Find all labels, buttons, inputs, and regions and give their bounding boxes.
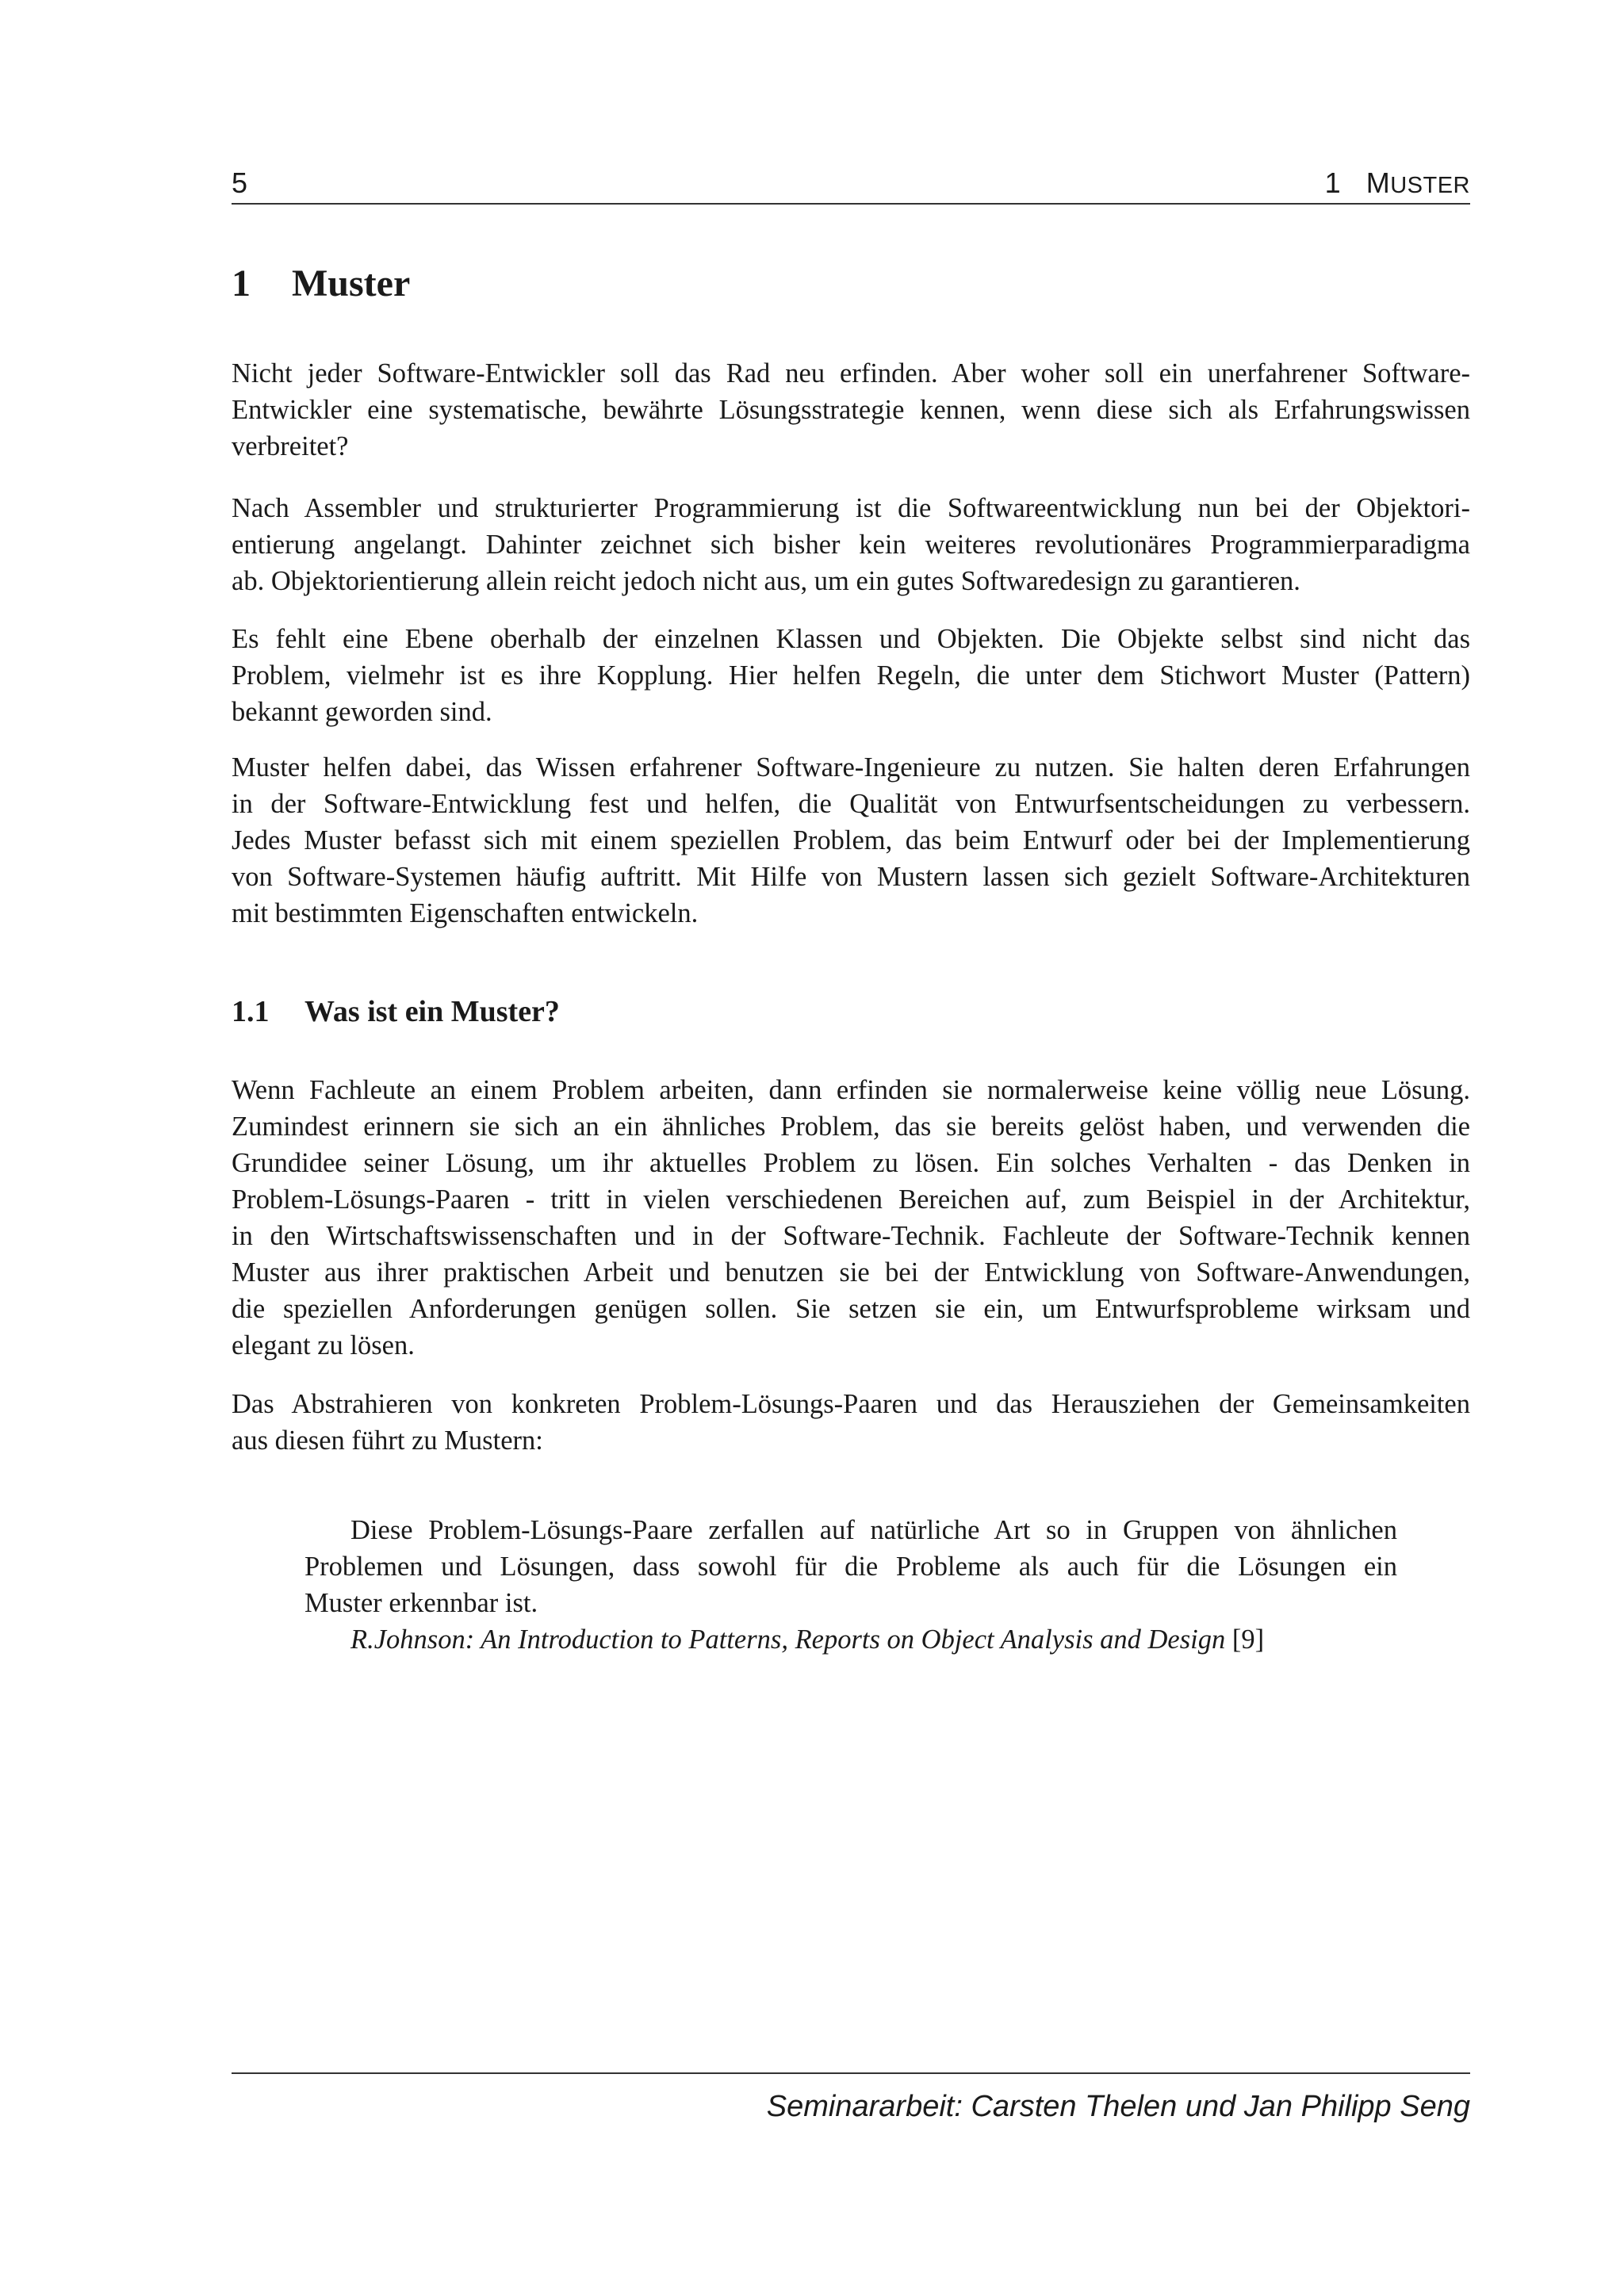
quote-line: Problemen und Lösungen, dass sowohl für die Probleme als auch für die Lösungen ein — [304, 1552, 1397, 1582]
paragraph — [232, 621, 1470, 730]
running-header — [232, 166, 1470, 205]
text-line: Jedes Muster befasst sich mit einem speziellen Problem, das beim Entwurf oder bei der Implementierung — [232, 825, 1470, 855]
text-line: elegant zu lösen. — [232, 1330, 415, 1360]
paragraph — [232, 1072, 1470, 1364]
text-line: Grundidee seiner Lösung, um ihr aktuelles Problem zu lösen. Ein solches Verhalten - das Denken in — [232, 1148, 1470, 1178]
paragraph — [232, 749, 1470, 932]
subsection-heading — [232, 993, 560, 1030]
section-number: 1 — [232, 262, 251, 304]
running-chapter-number: 1 — [1324, 166, 1342, 199]
text-line: entierung angelangt. Dahinter zeichnet sich bisher kein weiteres revolutionäres Programmierparadigma — [232, 530, 1470, 560]
footer-text: Seminararbeit: Carsten Thelen und Jan Philipp Seng — [766, 2090, 1470, 2123]
text-line: Wenn Fachleute an einem Problem arbeiten, dann erfinden sie normalerweise keine völlig neue Lösung. — [232, 1075, 1470, 1105]
text-line: von Software-Systemen häufig auftritt. Mit Hilfe von Mustern lassen sich gezielt Software-Architekturen — [232, 862, 1470, 892]
page-number: 5 — [232, 166, 248, 199]
paragraph — [232, 355, 1470, 465]
text-line: ab. Objektorientierung allein reicht jedoch nicht aus, um ein gutes Softwaredesign zu garantieren. — [232, 566, 1300, 596]
text-line: Das Abstrahieren von konkreten Problem-Lösungs-Paaren und das Herausziehen der Gemeinsamkeiten — [232, 1389, 1470, 1419]
quote-line: Diese Problem-Lösungs-Paare zerfallen auf natürliche Art so in Gruppen von ähnlichen — [350, 1515, 1397, 1545]
section-heading — [232, 262, 410, 306]
running-chapter-title — [1325, 166, 1470, 202]
text-line: mit bestimmten Eigenschaften entwickeln. — [232, 898, 699, 928]
text-line: Nach Assembler und strukturierter Programmierung ist die Softwareentwicklung nun bei der Objektori- — [232, 493, 1470, 523]
page-footer — [232, 2072, 1470, 2137]
running-chapter-title-initial: M — [1365, 166, 1391, 199]
text-line: aus diesen führt zu Mustern: — [232, 1425, 543, 1456]
quote-line: Muster erkennbar ist. — [304, 1588, 538, 1618]
block-quote — [304, 1512, 1397, 1658]
text-line: Es fehlt eine Ebene oberhalb der einzelnen Klassen und Objekten. Die Objekte selbst sind nicht das — [232, 624, 1470, 654]
paragraph — [232, 1386, 1470, 1459]
text-line: in der Software-Entwicklung fest und helfen, die Qualität von Entwurfsentscheidungen zu verbessern. — [232, 789, 1470, 819]
text-line: Muster aus ihrer praktischen Arbeit und benutzen sie bei der Entwicklung von Software-Anwendungen, — [232, 1257, 1470, 1288]
text-line: Nicht jeder Software-Entwickler soll das Rad neu erfinden. Aber woher soll ein unerfahrener Software- — [232, 358, 1470, 388]
quote-citation — [304, 1621, 1397, 1658]
section-title: Muster — [292, 262, 411, 304]
text-line: in den Wirtschaftswissenschaften und in der Software-Technik. Fachleute der Software-Technik kennen — [232, 1221, 1470, 1251]
citation-reference-link[interactable]: [9] — [1231, 1624, 1265, 1655]
text-line: Entwickler eine systematische, bewährte Lösungsstrategie kennen, wenn diese sich als Erfahrungswissen — [232, 395, 1470, 425]
subsection-title: Was ist ein Muster? — [304, 995, 560, 1028]
text-line: verbreitet? — [232, 431, 349, 461]
text-line: Muster helfen dabei, das Wissen erfahrener Software-Ingenieure zu nutzen. Sie halten deren Erfahrungen — [232, 752, 1470, 783]
paragraph — [232, 490, 1470, 599]
text-line: die speziellen Anforderungen genügen sollen. Sie setzen sie ein, um Entwurfsprobleme wirksam und — [232, 1294, 1470, 1324]
citation-source: R.Johnson: An Introduction to Patterns, Reports on Object Analysis and Design — [350, 1624, 1226, 1655]
text-line: Zumindest erinnern sie sich an ein ähnliches Problem, das sie bereits gelöst haben, und verwenden die — [232, 1112, 1470, 1142]
document-page — [232, 0, 1470, 2296]
subsection-number: 1.1 — [232, 995, 270, 1028]
text-line: bekannt geworden sind. — [232, 697, 492, 727]
text-line: Problem, vielmehr ist es ihre Kopplung. Hier helfen Regeln, die unter dem Stichwort Muster (Pattern) — [232, 660, 1470, 691]
running-chapter-title-rest: USTER — [1390, 173, 1470, 198]
text-line: Problem-Lösungs-Paaren - tritt in vielen verschiedenen Bereichen auf, zum Beispiel in der Architektur, — [232, 1184, 1470, 1215]
